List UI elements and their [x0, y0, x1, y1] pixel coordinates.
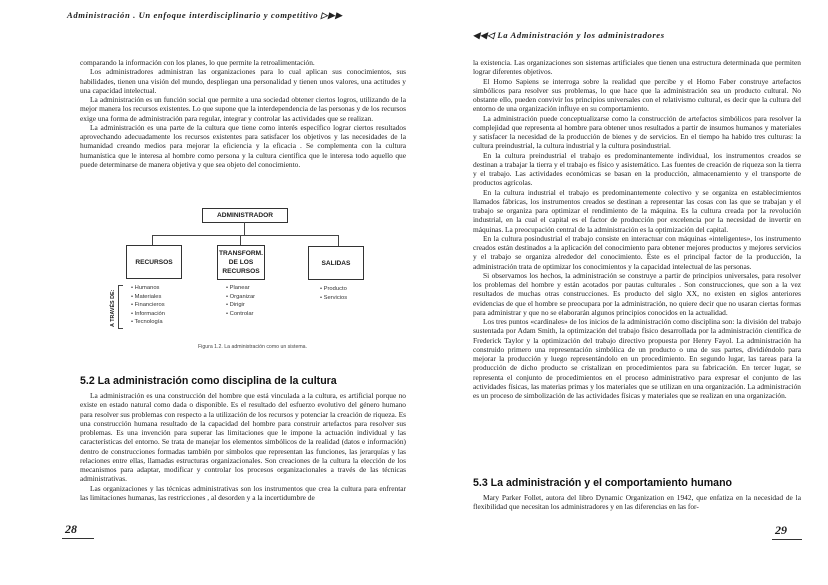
list-item: • Información	[131, 310, 165, 317]
connector-line	[240, 235, 241, 245]
paragraph: Los administradores administran las organizaciones para lo cual aplican sus conocimientos, sus habilidades, tienen una visión del mundo, despliegan una personalidad y tienen unos valores, una actitudes y una capacidad intelectual.	[80, 67, 406, 95]
right-body-text	[473, 58, 801, 400]
list-transformacion	[226, 284, 255, 318]
page-number-left: 28	[62, 522, 94, 539]
running-header-right: ◀◀◁ La Administración y los administradores	[473, 30, 665, 40]
connector-line	[152, 235, 339, 236]
connector-line	[152, 235, 153, 245]
list-item: • Dirigir	[226, 302, 245, 309]
list-item: • Materiales	[131, 293, 162, 300]
paragraph: comparando la información con los planes, lo que permite la retroalimentación.	[80, 58, 315, 67]
section-heading-5-3: 5.3 La administración y el comportamiento humano	[473, 477, 733, 489]
list-item: • Tecnología	[131, 319, 163, 326]
via-label: A TRAVÉS DE:	[110, 289, 116, 327]
left-intro-text	[80, 58, 406, 169]
connector-line	[244, 222, 245, 235]
list-item: • Servicios	[320, 294, 348, 301]
paragraph: La administración es un función social que permite a una sociedad obtener ciertos logros, utilizando de la mejor manera los recursos existentes. Lo que supone que la interdependencia de las personas y de los recursos exige una forma de administración para regular, integrar y controlar las actividades que se realizan.	[80, 95, 406, 123]
list-item: • Producto	[320, 286, 347, 292]
paragraph: La administración puede conceptualizarse como la construcción de artefactos simbólicos para resolver la complejidad que representa al hombre para obtener unos resultados a partir de insumos humanos y materiales y satisfacer la necesidad de la producción de bienes y de servicios. En el tiempo ha habido tres culturas: la cultura preindustrial, la cultura industrial y la cultura posindustrial.	[473, 113, 801, 151]
paragraph: En la cultura posindustrial el trabajo consiste en interactuar con máquinas «inteligentes», los instrumento creados están destinados a la aplicación del conocimiento para obtener mejores productos y mejores servicios y el trabajo se organiza alrededor del conocimiento. Éste es el principal factor de la producción, la administración trata de optimizar los conocimientos y la capacidad intelectual de las personas.	[473, 233, 801, 271]
paragraph: La administración es una parte de la cultura que tiene como interés específico lograr ciertos resultados aprovechando adecuadamente los recursos existentes para satisfacer los objetivos y las necesidades de la humanidad creando medios para mejorar la eficiencia y la eficacia . Se complementa con la cultura humanística que le interesa al hombre como persona y la cultura científica que le interesa todo aquello que puede determinarse de manera objetiva y que sea objeto del conocimiento.	[80, 122, 406, 169]
paragraph: Si observamos los hechos, la administración se construye a partir de principios universales, para resolver los problemas del hombre y están acotados por pautas culturales . Son construcciones, que son a la vez resultados de muchas otras construcciones. Es producto del siglo XX, no existen en siglos anteriores evidencias de que el hombre se preocupara por la administración, no quiere decir que no usaran ciertas formas para administrar y que no se elaborarán algunos principios conocidos en la actualidad.	[473, 270, 801, 317]
paragraph: En la cultura preindustrial el trabajo es predominantemente individual, los instrumentos creados se destinan a trabajar la tierra y el trabajo es físico y asistemático. Las fuentes de creación de riqueza son la tierra y el trabajo. Las actividades económicas se basan en la producción, almacenamiento y el transporte de productos agrícolas.	[473, 150, 801, 188]
paragraph: Mary Parker Follet, autora del libro Dynamic Organization en 1942, que enfatiza en la necesidad de la flexibilidad que necesitan los administradores y en las diferencias en las for-	[473, 493, 801, 512]
list-salidas	[320, 285, 347, 302]
figure-caption: Figura 1.2. La administración como un sistema.	[198, 344, 307, 350]
list-item: • Planear	[226, 285, 250, 291]
list-item: • Controlar	[226, 310, 254, 317]
list-item: • Organizar	[226, 293, 256, 300]
connector-line	[338, 235, 339, 246]
section-5-2-text	[80, 391, 406, 502]
list-item: • Financieros	[131, 302, 165, 309]
bracket	[118, 285, 123, 329]
paragraph: Los tres puntos «cardinales» de los inicios de la administración como disciplina son: la división del trabajo sustentada por Adam Smith, la optimización del trabajo físico desarrollada por la administración científica de Frederick Taylor y la optimización del trabajo directivo propuesta por Henry Fayol. La administración ha construido primero una representación simbólica de un producto o una de sus partes, dividiéndolo para mejorar la producción y luego representándolo en un procedimiento. En segundo lugar, las tareas para la producción de dicho producto se cristalizan en procedimientos para su fabricación. En tercer lugar, se representa el conjunto de procedimientos en el proceso administrativo para expresar el conjunto de las actividades físicas, las materias primas y los materiales que se utilizan en una organización. La administración es un proceso de simbolización de las actividades físicas y materiales que se realizan en una organización.	[473, 317, 801, 400]
list-item: • Humanos	[131, 285, 160, 291]
paragraph: En la cultura industrial el trabajo es predominantemente colectivo y se organiza en establecimientos llamados fábricas, los instrumentos creados se destinan a representar las cosas con las que se trabajan y el trabajo se organiza para optimizar el rendimiento de la máquina. Es la cultura creada por la revolución industrial, en la cual el capital es el factor de producción por excelencia por la necesidad de invertir en máquinas. La preocupación central de la administración es la optimización del capital.	[473, 187, 801, 234]
page-number-right: 29	[772, 523, 802, 540]
paragraph: La administración es una construcción del hombre que está vinculada a la cultura, es artificial porque no existe en estado natural como dada o disponible. Es el resultado del esfuerzo evolutivo del género humano para resolver sus problemas con respecto a la utilización de los recursos y potenciar la creación de riqueza. Es una construcción humana resultado de la capacidad del hombre para construir artefactos para resolver sus problemas. Es una invención para superar las limitaciones que le impone la actuación individual y las características del entorno. Se trata de manejar los elementos simbólicos de la realidad (datos e información) dentro de construcciones formadas también por símbolos que representan las funciones, las jerarquías y las relaciones entre ellas, llamadas estructuras organizacionales. Son creaciones de la cultura la elección de los mecanismos para adaptar, modificar y controlar los procesos organizacionales a través de las técnicas administrativas.	[80, 391, 406, 484]
paragraph: El Homo Sapiens se interroga sobre la realidad que percibe y el Homo Faber construye artefactos simbólicos para resolver sus problemas, lo que hace que la administración sea un producto cultural. No obstante ello, pueden convivir los principios universales con el relativismo cultural, es decir que la cultura del entorno de una organización influye en su comportamiento.	[473, 76, 801, 114]
box-salidas: SALIDAS	[308, 246, 364, 280]
paragraph: la existencia. Las organizaciones son sistemas artificiales que tienen una estructura determinada que permiten lograr diferentes objetivos.	[473, 58, 801, 77]
section-5-3-text	[473, 493, 801, 512]
list-recursos	[131, 284, 165, 327]
box-transformacion: TRANSFORM. DE LOS RECURSOS	[217, 245, 265, 280]
paragraph: Las organizaciones y las técnicas administrativas son los instrumentos que crea la cultura para enfrentar las limitaciones humanas, las restricciones , al desorden y a la incertidumbre de	[80, 483, 406, 502]
box-recursos: RECURSOS	[126, 245, 182, 279]
section-heading-5-2: 5.2 La administración como disciplina de la cultura	[80, 375, 337, 387]
running-header-left: Administración . Un enfoque interdisciplinario y competitivo ▷▶▶	[67, 10, 343, 20]
box-administrador: ADMINISTRADOR	[202, 208, 288, 223]
